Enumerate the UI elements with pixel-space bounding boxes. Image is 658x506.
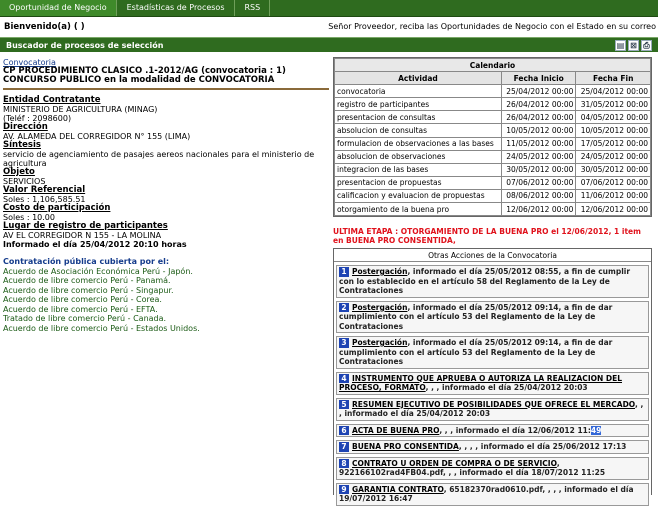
cell-actividad: otorgamiento de la buena pro [335,203,502,216]
otras-title: Otras Acciones de la Convocatoria [334,249,651,262]
tab-estadisticas[interactable]: Estadísticas de Procesos [118,0,235,16]
informado-value: Informado el día 25/04/2012 20:10 horas [3,240,187,249]
provider-notice: Señor Proveedor, reciba las Oportunidades de Negocio con el Estado en su correo [328,22,656,31]
coverage-item: Acuerdo de libre comercio Perú - Corea. [3,295,162,304]
list-item [336,301,649,334]
list-item [336,424,649,438]
direccion-value: AV. ALAMEDA DEL CORREGIDOR N° 155 (LIMA) [3,132,191,141]
action-text: , informado el día 25/05/2012 08:55, a fin de cumplir con lo establecido en el artículo 58 del Reglamento de la Ley de Contrataciones [339,267,631,295]
otras-acciones [333,248,652,503]
cell-fin: 11/06/2012 00:00 [576,189,651,202]
coverage-item: Tratado de libre comercio Perú - Canada. [3,314,167,323]
cell-actividad: registro de participantes [335,98,502,111]
action-link[interactable]: INSTRUMENTO QUE APRUEBA O AUTORIZA LA REALIZACION DEL PROCESO, FORMATO [339,373,622,392]
table-row [335,150,651,163]
calendar-title: Calendario [335,59,651,72]
section-title-bar [0,37,658,52]
item-number: 9 [339,485,349,495]
action-link[interactable]: BUENA PRO CONSENTIDA [352,442,459,451]
ultima-etapa: ULTIMA ETAPA : OTORGAMIENTO DE LA BUENA PRO el 12/06/2012, 1 item en BUENA PRO CONSENTIDA, [333,227,641,245]
table-row [335,137,651,150]
top-nav [0,0,658,17]
cell-fin: 30/05/2012 00:00 [576,163,651,176]
item-number: 7 [339,442,349,452]
costo-label: Costo de participación [3,203,111,213]
welcome-text: Bienvenido(a) ( ) [4,22,85,32]
action-text: , informado el día 25/05/2012 09:14, a fin de dar cumplimiento con el artículo 53 del Reglamento de la Ley de Contrataciones [339,302,613,331]
list-item [336,440,649,454]
valor-label: Valor Referencial [3,185,86,195]
cell-actividad: absolucion de consultas [335,124,502,137]
item-number: 4 [339,374,349,384]
table-row [335,189,651,202]
list-item [336,457,649,480]
item-number: 6 [339,426,349,436]
cell-inicio: 26/04/2012 00:00 [501,111,576,124]
action-text: , , , informado el día 25/04/2012 20:03 [425,383,588,392]
convocatoria-details [3,57,329,344]
tab-oportunidad[interactable]: Oportunidad de Negocio [0,0,117,16]
action-link[interactable]: Postergación [352,302,408,312]
cell-fin: 04/05/2012 00:00 [576,111,651,124]
convocatoria-label[interactable]: Convocatoria [3,58,56,67]
cell-fin: 31/05/2012 00:00 [576,98,651,111]
cell-actividad: formulacion de observaciones a las bases [335,137,502,150]
item-number: 5 [339,400,349,410]
action-link[interactable]: ACTA DE BUENA PRO [352,425,440,435]
item-number: 1 [339,267,349,277]
col-actividad: Actividad [335,72,502,85]
process-title: CP PROCEDIMIENTO CLASICO .1-2012/AG (convocatoria : 1) CONCURSO PUBLICO en la modalidad de CONVOCATORIA [3,67,329,90]
list-item [336,398,649,421]
table-row [335,203,651,216]
cell-actividad: presentacion de propuestas [335,176,502,189]
item-number: 2 [339,303,349,313]
sintesis-label: Síntesis [3,140,41,150]
action-link[interactable]: GARANTIA CONTRATO [352,484,444,494]
direccion-label: Dirección [3,122,48,132]
action-link[interactable]: CONTRATO U ORDEN DE COMPRA O DE SERVICIO [352,458,557,468]
table-row [335,163,651,176]
objeto-label: Objeto [3,167,35,177]
objeto-value: SERVICIOS [3,177,46,186]
action-text: , 922166102rad4FB04.pdf, , , informado el día 18/07/2012 11:25 [339,458,606,477]
action-text: , 65182370rad0610.pdf, , , , informado el día 19/07/2012 16:47 [339,484,634,503]
cell-fin: 12/06/2012 00:00 [576,203,651,216]
table-row [335,98,651,111]
print-icon[interactable]: ⎙ [641,40,652,51]
coverage-item: Acuerdo de Asociación Económica Perú - Japón. [3,266,193,276]
cell-inicio: 07/06/2012 00:00 [501,176,576,189]
list-item [336,265,649,298]
cell-actividad: calificacion y evaluacion de propuestas [335,189,502,202]
costo-value: Soles : 10.00 [3,213,55,222]
lugar-label: Lugar de registro de participantes [3,221,168,231]
item-number: 3 [339,338,349,348]
coverage-item: Acuerdo de libre comercio Perú - EFTA. [3,304,158,314]
col-fecha-inicio: Fecha Inicio [501,72,576,85]
tab-rss[interactable]: RSS [236,0,271,16]
cell-inicio: 26/04/2012 00:00 [501,98,576,111]
cell-inicio: 12/06/2012 00:00 [501,203,576,216]
coverage-item: Acuerdo de libre comercio Perú - Singapur. [3,285,174,295]
list-item [336,372,649,395]
lugar-value: AV EL CORREGIDOR N 155 - LA MOLINA [3,231,162,240]
selected-text: 49 [590,425,602,435]
table-row [335,124,651,137]
section-title: Buscador de procesos de selección [6,41,164,50]
cell-fin: 17/05/2012 00:00 [576,137,651,150]
coverage-item: Acuerdo de libre comercio Perú - Panamá. [3,276,171,285]
cell-inicio: 24/05/2012 00:00 [501,150,576,163]
list-item [336,336,649,369]
cell-inicio: 08/06/2012 00:00 [501,189,576,202]
cell-inicio: 30/05/2012 00:00 [501,163,576,176]
action-text: , , , informado el día 25/04/2012 20:03 [339,399,644,418]
calendar-table [333,57,652,217]
cell-actividad: absolucion de observaciones [335,150,502,163]
action-link[interactable]: RESUMEN EJECUTIVO DE POSIBILIDADES QUE OFRECE EL MERCADO [352,399,636,409]
action-link[interactable]: Postergación [352,267,408,276]
entidad-label: Entidad Contratante [3,95,101,105]
cell-fin: 25/04/2012 00:00 [576,85,651,98]
cell-fin: 10/05/2012 00:00 [576,124,651,137]
list-item [336,483,649,506]
coverage-block [3,257,329,333]
coverage-header: Contratación pública cubierta por el: [3,257,170,266]
table-row [335,176,651,189]
cell-actividad: integracion de las bases [335,163,502,176]
cell-actividad: convocatoria [335,85,502,98]
telefono-value: (Teléf : 2098600) [3,114,72,123]
entidad-value: MINISTERIO DE AGRICULTURA (MINAG) [3,105,158,114]
cell-inicio: 10/05/2012 00:00 [501,124,576,137]
cell-fin: 24/05/2012 00:00 [576,150,651,163]
action-text: , informado el día 25/05/2012 09:14, a fin de dar cumplimiento con el artículo 53 del Reglamento de la Ley de Contrataciones [339,338,613,366]
coverage-item: Acuerdo de libre comercio Perú - Estados Unidos. [3,323,200,333]
action-link[interactable]: Postergación [352,338,408,347]
sintesis-value: servicio de agenciamiento de pasajes aereos nacionales para el ministerio de agricultura [3,150,315,168]
cell-fin: 07/06/2012 00:00 [576,176,651,189]
pdf-icon[interactable]: ⊠ [628,40,639,51]
cell-inicio: 11/05/2012 00:00 [501,137,576,150]
action-text: , , , , informado el día 25/06/2012 17:13 [458,442,627,451]
table-row [335,111,651,124]
col-fecha-fin: Fecha Fin [576,72,651,85]
export-icon[interactable]: ▤ [616,41,625,50]
action-text: , , , informado el día 12/06/2012 11: [439,425,591,435]
item-number: 8 [339,459,349,469]
cell-inicio: 25/04/2012 00:00 [501,85,576,98]
valor-value: Soles : 1,106,585.51 [3,195,86,204]
cell-actividad: presentacion de consultas [335,111,502,124]
table-row [335,85,651,98]
